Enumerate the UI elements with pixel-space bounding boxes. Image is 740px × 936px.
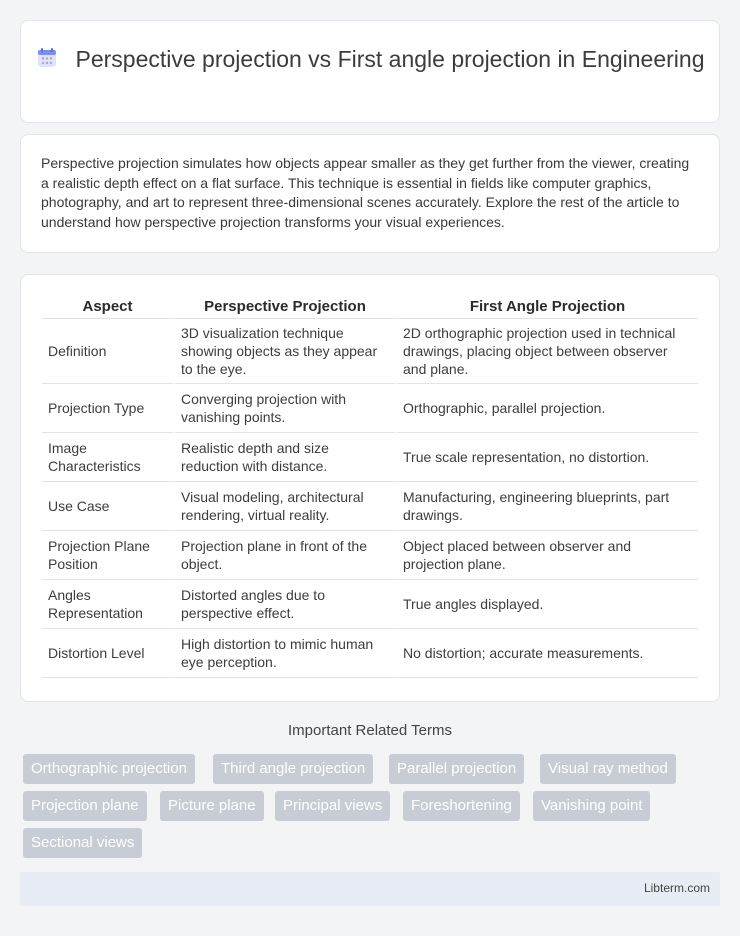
table-row: [42, 319, 698, 384]
cell-aspect: Projection Type: [42, 384, 173, 433]
cell-perspective: Realistic depth and size reduction with distance.: [173, 433, 395, 482]
page-title-wrap: [21, 44, 719, 74]
cell-first-angle: True scale representation, no distortion.: [395, 433, 698, 482]
title-line-1: [21, 44, 719, 74]
header-perspective: Perspective Projection: [173, 297, 395, 319]
comparison-card: [20, 274, 720, 702]
tag-third-angle-projection[interactable]: Third angle projection: [213, 754, 373, 784]
cell-aspect: Projection Plane Position: [42, 531, 173, 580]
tag-parallel-projection[interactable]: Parallel projection: [389, 754, 524, 784]
cell-aspect: Use Case: [42, 482, 173, 531]
table-row: [42, 433, 698, 482]
tag-visual-ray-method[interactable]: Visual ray method: [540, 754, 676, 784]
page-title: Perspective projection vs First angle projection in Engineering: [75, 46, 705, 72]
table-row: [42, 482, 698, 531]
cell-first-angle: Object placed between observer and projection plane.: [395, 531, 698, 580]
title-card: [20, 20, 720, 123]
cell-first-angle: Manufacturing, engineering blueprints, part drawings.: [395, 482, 698, 531]
tag-picture-plane[interactable]: Picture plane: [160, 791, 264, 821]
cell-aspect: Image Characteristics: [42, 433, 173, 482]
tag-vanishing-point[interactable]: Vanishing point: [533, 791, 650, 821]
table-header-row: [42, 297, 698, 319]
intro-card: [20, 134, 720, 253]
cell-first-angle: True angles displayed.: [395, 580, 698, 629]
cell-perspective: 3D visualization technique showing objects as they appear to the eye.: [173, 319, 395, 384]
cell-aspect: Angles Representation: [42, 580, 173, 629]
related-terms-heading: Important Related Terms: [288, 722, 452, 739]
cell-perspective: Converging projection with vanishing points.: [173, 384, 395, 433]
intro-paragraph: Perspective projection simulates how objects appear smaller as they get further from the viewer, creating a realistic depth effect on a flat surface. This technique is essential in fields like computer graphics, photography, and art to represent three-dimensional scenes accurately. Explore the rest of the article to understand how perspective projection transforms your visual experiences.: [41, 155, 690, 230]
header-aspect: Aspect: [42, 297, 173, 319]
footer-site-link[interactable]: Libterm.com: [643, 881, 710, 895]
cell-first-angle: 2D orthographic projection used in technical drawings, placing object between observer and plane.: [395, 319, 698, 384]
tag-orthographic-projection[interactable]: Orthographic projection: [23, 754, 195, 784]
calendar-icon: [36, 47, 58, 69]
tag-principal-views[interactable]: Principal views: [275, 791, 390, 821]
cell-first-angle: No distortion; accurate measurements.: [395, 629, 698, 678]
cell-perspective: Projection plane in front of the object.: [173, 531, 395, 580]
tag-sectional-views[interactable]: Sectional views: [23, 828, 142, 858]
comparison-table: [42, 297, 698, 678]
table-row: [42, 580, 698, 629]
table-row: [42, 531, 698, 580]
footer: [20, 872, 720, 906]
cell-perspective: Visual modeling, architectural rendering, virtual reality.: [173, 482, 395, 531]
table-row: [42, 629, 698, 678]
header-first-angle: First Angle Projection: [395, 297, 698, 319]
tag-projection-plane[interactable]: Projection plane: [23, 791, 147, 821]
cell-first-angle: Orthographic, parallel projection.: [395, 384, 698, 433]
tag-foreshortening[interactable]: Foreshortening: [403, 791, 520, 821]
cell-aspect: Definition: [42, 319, 173, 384]
table-row: [42, 384, 698, 433]
cell-perspective: High distortion to mimic human eye perception.: [173, 629, 395, 678]
cell-aspect: Distortion Level: [42, 629, 173, 678]
cell-perspective: Distorted angles due to perspective effect.: [173, 580, 395, 629]
